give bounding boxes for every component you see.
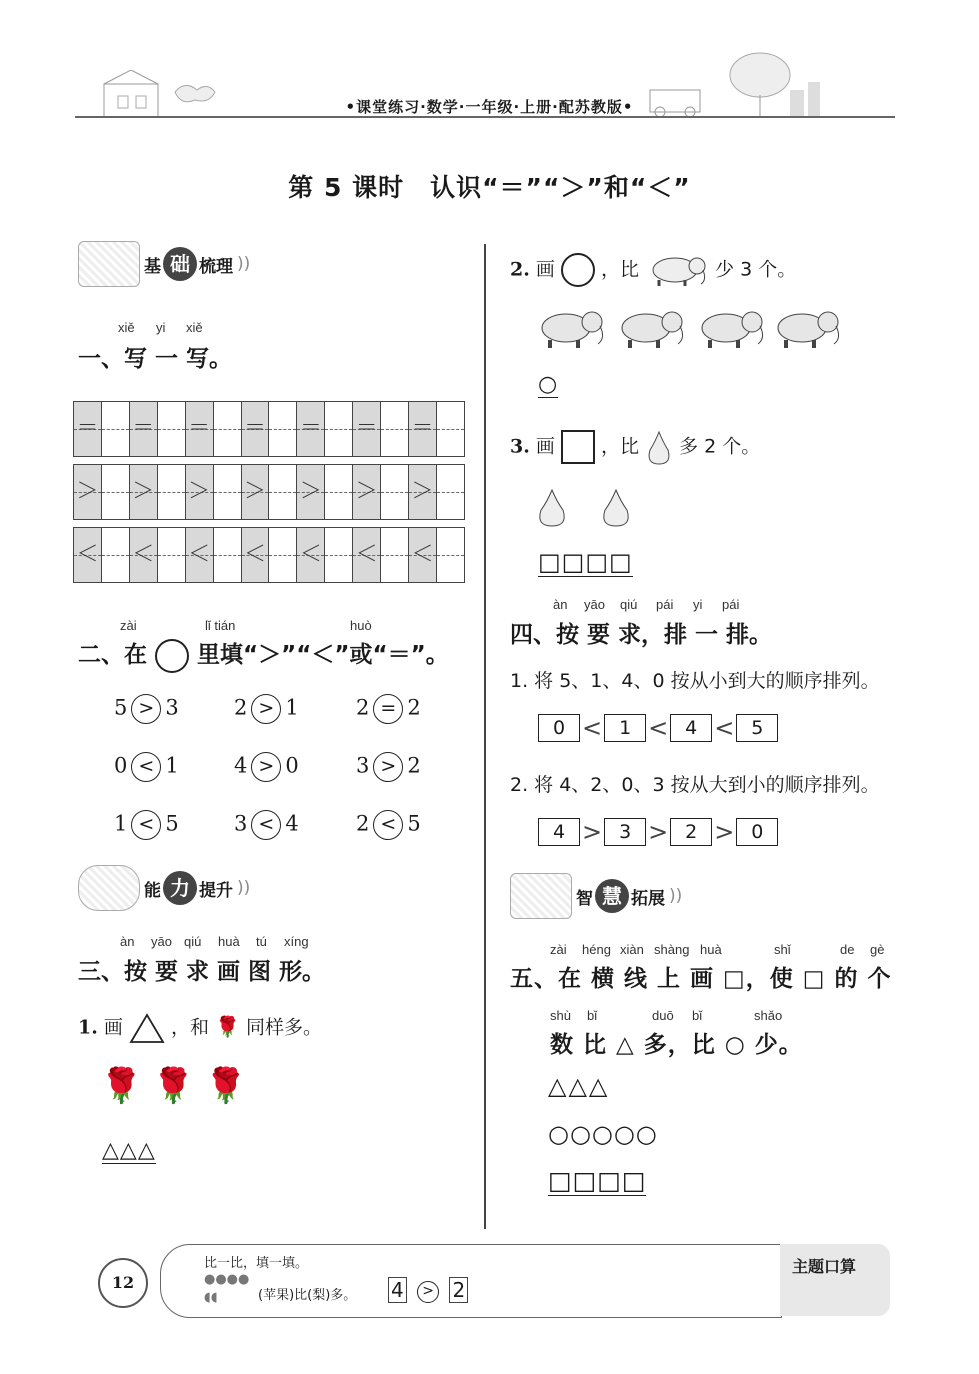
r-p3-answer: □□□□ xyxy=(538,548,633,576)
writing-cell xyxy=(74,402,102,456)
writing-row xyxy=(73,401,465,457)
footer-pears: ◖◖ xyxy=(204,1290,218,1305)
pinyin: huà xyxy=(700,942,722,957)
trace-symbol: ＝ xyxy=(299,416,322,441)
writing-cell xyxy=(325,528,353,582)
section-badge-basic: 基 础 梳理 )) xyxy=(78,244,250,284)
q3-p1-answer: △△△ xyxy=(102,1138,156,1163)
page-number: 12 xyxy=(98,1258,148,1308)
q5-answer: □□□□ xyxy=(548,1166,647,1195)
rose-icon: 🌹 xyxy=(215,1014,240,1039)
writing-cell xyxy=(158,528,186,582)
writing-cell xyxy=(381,402,409,456)
writing-cell xyxy=(214,528,242,582)
writing-cell xyxy=(353,465,381,519)
pinyin: àn xyxy=(120,934,135,949)
pinyin: huà xyxy=(218,934,240,949)
r-p3-text: 3. 画 ，比 多 2 个。 xyxy=(510,428,760,466)
compare-item: 2 > 1 xyxy=(234,694,299,724)
writing-row xyxy=(73,527,465,583)
pinyin: àn xyxy=(553,597,568,612)
trace-symbol: ＝ xyxy=(76,416,99,441)
q1-heading: 一、写 一 写。 xyxy=(78,346,233,372)
pinyin: yāo xyxy=(584,597,605,612)
writing-cell xyxy=(325,465,353,519)
answer-circle: < xyxy=(251,810,281,840)
section-badge-ability: 能 力 提升 )) xyxy=(78,868,250,908)
pinyin: bǐ xyxy=(692,1008,703,1023)
writing-cell xyxy=(214,402,242,456)
pear-icon xyxy=(645,428,673,466)
trace-symbol: ＜ xyxy=(188,542,211,567)
answer-circle: < xyxy=(131,810,161,840)
header-title: •课堂练习·数学·一年级·上册·配苏教版• xyxy=(345,98,634,116)
q4-p1-text: 1. 将 5、1、4、0 按从小到大的顺序排列。 xyxy=(510,670,880,692)
writing-cell xyxy=(186,402,214,456)
pinyin: huò xyxy=(350,618,372,633)
q4-p2-sequence: 4 > 3 > 2 > 0 xyxy=(538,818,778,846)
pinyin: yi xyxy=(156,320,166,335)
compare-item: 1 < 5 xyxy=(114,810,179,840)
trace-symbol: ＝ xyxy=(355,416,378,441)
answer-circle: > xyxy=(251,752,281,782)
q3-heading: 三、按 要 求 画 图 形。 xyxy=(78,959,326,985)
answer-circle: < xyxy=(131,752,161,782)
pinyin: shǐ xyxy=(774,942,791,957)
q5-circles: ○○○○○ xyxy=(548,1120,658,1148)
trace-symbol: ＞ xyxy=(188,479,211,504)
writing-cell xyxy=(325,402,353,456)
elephant-icon xyxy=(622,312,683,348)
compare-item: 3 < 4 xyxy=(234,810,299,840)
compare-item: 3 > 2 xyxy=(356,752,421,782)
writing-cell xyxy=(353,528,381,582)
writing-cell xyxy=(409,402,437,456)
section-badge-wisdom: 智 慧 拓展 )) xyxy=(510,876,682,916)
header-rule xyxy=(75,116,895,118)
trace-symbol: ＞ xyxy=(76,479,99,504)
trace-symbol: ＝ xyxy=(411,416,434,441)
pear-row xyxy=(536,486,636,534)
writing-cell xyxy=(437,402,464,456)
pinyin: yāo xyxy=(151,934,172,949)
rose-icon: 🌹 xyxy=(100,1066,153,1106)
writing-cell xyxy=(297,465,325,519)
writing-cell xyxy=(409,465,437,519)
pinyin: shǎo xyxy=(754,1008,783,1023)
trace-symbol: ＞ xyxy=(243,479,266,504)
pinyin: gè xyxy=(870,942,885,957)
writing-cell xyxy=(381,465,409,519)
lesson-title: 第 5 课时 认识“＝”“＞”和“＜” xyxy=(288,173,691,202)
trace-symbol: ＜ xyxy=(76,542,99,567)
badge-image xyxy=(78,241,140,287)
writing-cell xyxy=(353,402,381,456)
pear-icon xyxy=(604,490,628,526)
writing-row xyxy=(73,464,465,520)
square-icon xyxy=(561,430,595,464)
trace-symbol: ＜ xyxy=(243,542,266,567)
pinyin: zài xyxy=(550,942,567,957)
pear-icon xyxy=(540,490,564,526)
q4-heading: 四、按 要 求，排 一 排。 xyxy=(510,622,773,648)
writing-cell xyxy=(74,528,102,582)
writing-cell xyxy=(297,528,325,582)
q5-line1: 五、在 横 线 上 画 □，使 □ 的 个 xyxy=(510,966,892,992)
q5-line2: 数 比 △ 多，比 ○ 少。 xyxy=(550,1032,803,1058)
writing-cell xyxy=(242,528,270,582)
writing-cell xyxy=(74,465,102,519)
footer-line2: (苹果)比(梨)多。 xyxy=(258,1288,357,1303)
pinyin: qiú xyxy=(620,597,638,612)
writing-cell xyxy=(130,465,158,519)
footer-line1: 比一比，填一填。 xyxy=(204,1256,309,1271)
trace-symbol: ＜ xyxy=(411,542,434,567)
answer-circle: = xyxy=(373,694,403,724)
trace-symbol: ＝ xyxy=(243,416,266,441)
writing-cell xyxy=(102,402,130,456)
footer-apples: ●●●● xyxy=(204,1272,250,1287)
empty-circle-icon xyxy=(155,639,189,673)
trace-symbol: ＜ xyxy=(132,542,155,567)
writing-cell xyxy=(269,465,297,519)
writing-cell xyxy=(437,465,464,519)
answer-circle: > xyxy=(251,694,281,724)
pinyin: zài xyxy=(120,618,137,633)
pinyin: yi xyxy=(693,597,703,612)
r-p2-answer: ○ xyxy=(538,372,559,397)
rose-icon: 🌹 xyxy=(152,1066,205,1106)
footer-answer: 4 > 2 xyxy=(388,1278,468,1303)
writing-cell xyxy=(242,402,270,456)
pinyin: xiàn xyxy=(620,942,644,957)
answer-circle: > xyxy=(373,752,403,782)
badge-image xyxy=(510,873,572,919)
q3-p1-text: 1. 画 ，和 🌹 同样多。 xyxy=(78,1012,322,1044)
q4-p1-sequence: 0 < 1 < 4 < 5 xyxy=(538,714,778,742)
compare-item: 4 > 0 xyxy=(234,752,299,782)
compare-item: 2 < 5 xyxy=(356,810,421,840)
pinyin: de xyxy=(840,942,855,957)
circle-icon xyxy=(561,253,595,287)
q2-heading: 二、在 里填“＞”“＜”或“＝”。 xyxy=(78,636,449,673)
writing-cell xyxy=(437,528,464,582)
footer-tag-label: 主题口算 xyxy=(792,1257,857,1276)
writing-cell xyxy=(158,465,186,519)
pinyin: xiě xyxy=(186,320,203,335)
q4-p2-text: 2. 将 4、2、0、3 按从大到小的顺序排列。 xyxy=(510,774,880,796)
pinyin: tú xyxy=(256,934,267,949)
trace-symbol: ＝ xyxy=(132,416,155,441)
rose-row xyxy=(100,1066,257,1106)
answer-circle: > xyxy=(131,694,161,724)
compare-item: 5 > 3 xyxy=(114,694,179,724)
badge-image xyxy=(78,865,140,911)
writing-cell xyxy=(102,465,130,519)
trace-symbol: ＞ xyxy=(132,479,155,504)
pinyin: pái xyxy=(722,597,740,612)
r-p2-text: 2. 画 ，比 少 3 个。 xyxy=(510,252,796,288)
trace-symbol: ＝ xyxy=(188,416,211,441)
pinyin: xíng xyxy=(284,934,309,949)
trace-symbol: ＞ xyxy=(299,479,322,504)
pinyin: duō xyxy=(652,1008,674,1023)
writing-cell xyxy=(158,402,186,456)
writing-cell xyxy=(242,465,270,519)
elephant-icon xyxy=(778,312,839,348)
writing-cell xyxy=(186,465,214,519)
pinyin: shàng xyxy=(654,942,690,957)
q5-triangles: △△△ xyxy=(548,1072,610,1100)
writing-cell xyxy=(102,528,130,582)
pinyin: pái xyxy=(656,597,674,612)
writing-cell xyxy=(269,402,297,456)
trace-symbol: ＞ xyxy=(411,479,434,504)
column-divider xyxy=(484,244,486,1229)
elephant-icon xyxy=(645,252,709,288)
compare-item: 2 = 2 xyxy=(356,694,421,724)
writing-cell xyxy=(409,528,437,582)
writing-cell xyxy=(130,402,158,456)
writing-cell xyxy=(297,402,325,456)
elephant-icon xyxy=(542,312,603,348)
pinyin: shù xyxy=(550,1008,571,1023)
writing-cell xyxy=(130,528,158,582)
trace-symbol: ＜ xyxy=(299,542,322,567)
compare-item: 0 < 1 xyxy=(114,752,179,782)
triangle-icon xyxy=(129,1012,165,1044)
answer-circle: < xyxy=(373,810,403,840)
writing-cell xyxy=(214,465,242,519)
pinyin: héng xyxy=(582,942,611,957)
rose-icon: 🌹 xyxy=(204,1066,258,1106)
pinyin: qiú xyxy=(184,934,202,949)
writing-cell xyxy=(269,528,297,582)
pinyin: xiě xyxy=(118,320,135,335)
writing-cell xyxy=(381,528,409,582)
trace-symbol: ＞ xyxy=(355,479,378,504)
elephant-icon xyxy=(702,312,763,348)
trace-symbol: ＜ xyxy=(355,542,378,567)
pinyin: lǐ tián xyxy=(205,618,236,633)
writing-cell xyxy=(186,528,214,582)
elephant-row xyxy=(532,306,844,354)
pinyin: bǐ xyxy=(587,1008,598,1023)
